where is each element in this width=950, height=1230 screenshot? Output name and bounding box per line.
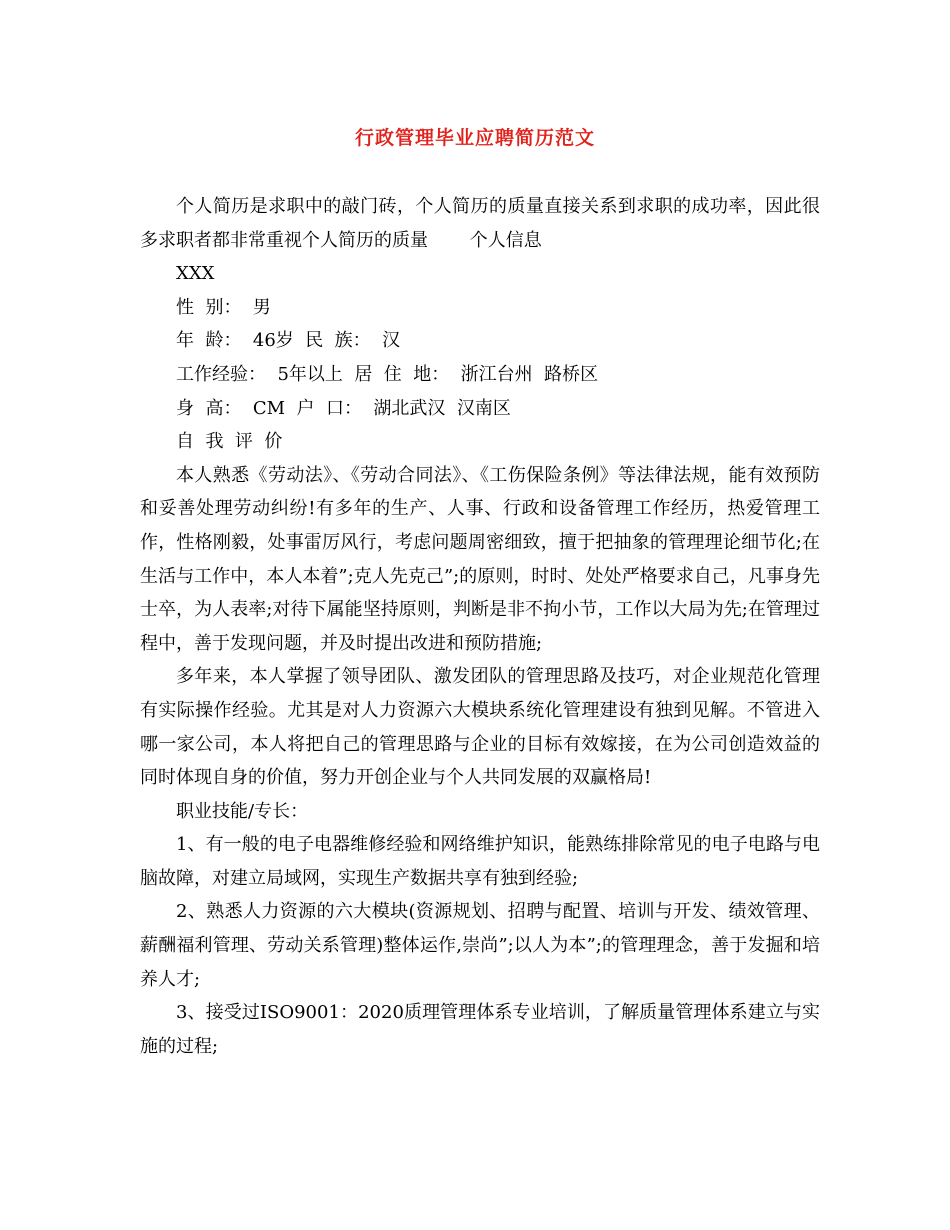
- height-hukou-line: 身 高： CM 户 口： 湖北武汉 汉南区: [176, 397, 511, 419]
- self-evaluation-paragraph-1: 本人熟悉《劳动法》、《劳动合同法》、《工伤保险条例》等法律法规，能有效预防和妥善处理劳动纠纷!有多年的生产、人事、行政和设备管理工作经历，热爱管理工作，性格刚毅，处事雷厉风行，考虑问题周密细致，擅于把抽象的管理理论细节化;在生活与工作中，本人本着”;克人先克己”;的原则，时时、处处严格要求自己，凡事身先士卒，为人表率;对待下属能坚持原则，判断是非不拘小节，工作以大局为先;在管理过程中，善于发现问题，并及时提出改进和预防措施;: [140, 464, 820, 654]
- skill-item-1: 1、有一般的电子电器维修经验和网络维护知识，能熟练排除常见的电子电路与电脑故障，对建立局域网，实现生产数据共享有独到经验;: [140, 834, 820, 889]
- skills-heading: 职业技能/专长：: [176, 800, 309, 822]
- name-line: XXX: [176, 263, 215, 285]
- self-evaluation-paragraph-2: 多年来，本人掌握了领导团队、激发团队的管理思路及技巧，对企业规范化管理有实际操作经验。尤其是对人力资源六大模块系统化管理建设有独到见解。不管进入哪一家公司，本人将把自己的管理思路与企业的目标有效嫁接，在为公司创造效益的同时体现自身的价值，努力开创企业与个人共同发展的双赢格局!: [140, 666, 820, 789]
- experience-residence-line: 工作经验： 5年以上 居 住 地： 浙江台州 路桥区: [176, 363, 599, 385]
- document-title: 行政管理毕业应聘简历范文: [354, 127, 595, 149]
- gender-line: 性 别： 男: [176, 296, 271, 318]
- intro-paragraph: 个人简历是求职中的敲门砖，个人简历的质量直接关系到求职的成功率，因此很多求职者都非常重视个人简历的质量 个人信息: [140, 196, 820, 251]
- skill-item-3: 3、接受过ISO9001：2020质理管理体系专业培训，了解质量管理体系建立与实施的过程;: [140, 1002, 820, 1057]
- age-ethnicity-line: 年 龄： 46岁 民 族： 汉: [176, 330, 401, 352]
- self-evaluation-heading: 自 我 评 价: [176, 431, 283, 453]
- skill-item-2: 2、熟悉人力资源的六大模块(资源规划、招聘与配置、培训与开发、绩效管理、薪酬福利管理、劳动关系管理)整体运作,崇尚”;以人为本”;的管理理念，善于发掘和培养人才;: [140, 901, 820, 990]
- document-body: [140, 190, 820, 1063]
